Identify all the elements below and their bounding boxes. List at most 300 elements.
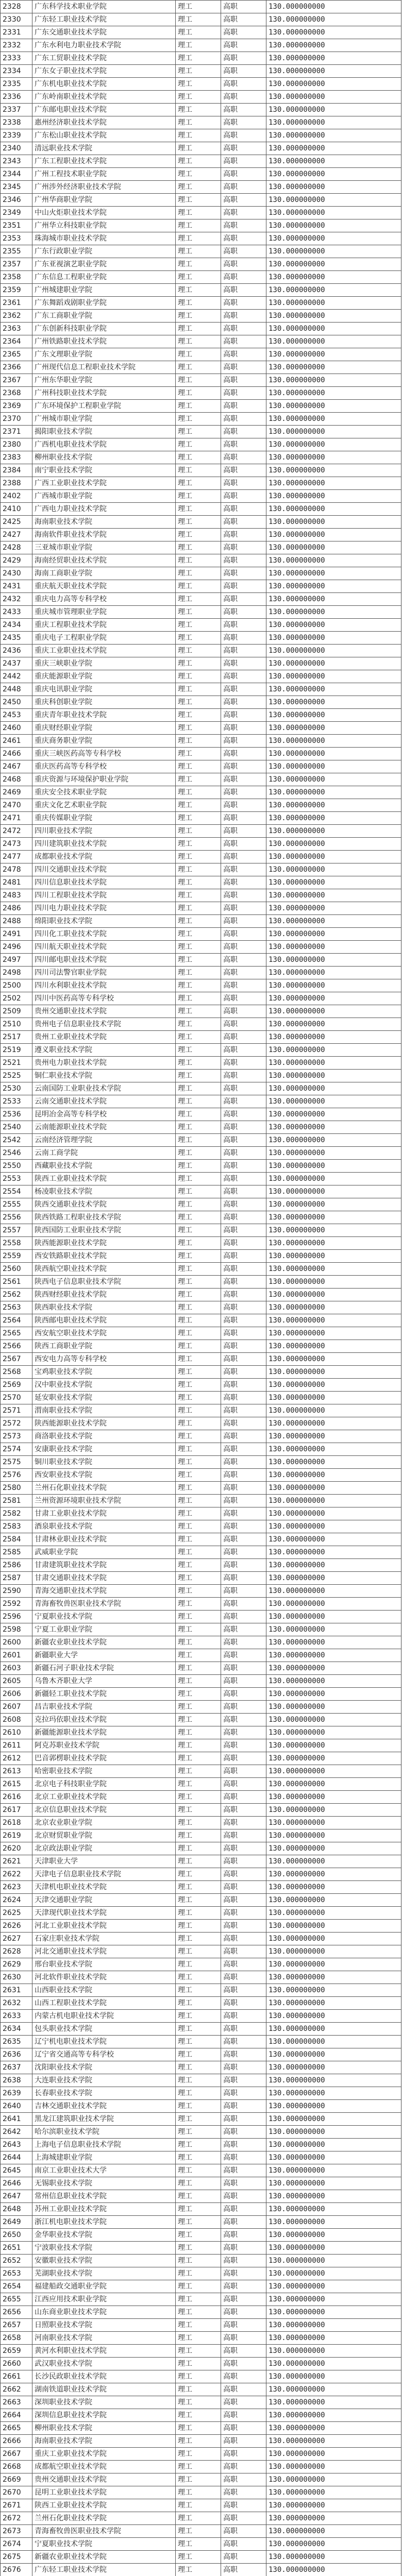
score-cell: 130.000000000 [266,967,401,979]
category-cell: 理工 [176,851,221,863]
category-cell: 理工 [176,1623,221,1636]
table-row [1,1585,401,1598]
school-name-cell: 三亚城市职业学院 [32,541,176,554]
batch-cell: 高职 [221,1392,266,1404]
batch-cell: 高职 [221,1675,266,1688]
batch-cell: 高职 [221,2190,266,2203]
score-cell: 130.000000000 [266,1482,401,1495]
school-name-cell: 新疆农业职业技术学院 [32,1636,176,1649]
batch-cell: 高职 [221,1778,266,1791]
table-row [1,1482,401,1495]
school-name-cell: 贵州电力职业技术学院 [32,1057,176,1070]
score-cell: 130.000000000 [266,2190,401,2203]
score-cell: 130.000000000 [266,284,401,297]
school-code-cell: 2427 [1,529,32,541]
school-name-cell: 湖南铁道职业技术学院 [32,2383,176,2396]
score-cell: 130.000000000 [266,1714,401,1726]
batch-cell: 高职 [221,2396,266,2409]
school-code-cell: 2628 [1,1945,32,1958]
school-code-cell: 2425 [1,516,32,529]
score-cell: 130.000000000 [266,2396,401,2409]
score-cell: 130.000000000 [266,1340,401,1353]
school-code-cell: 2661 [1,2370,32,2383]
batch-cell: 高职 [221,889,266,902]
table-row [1,2538,401,2551]
table-row [1,361,401,374]
table-row [1,2100,401,2113]
batch-cell: 高职 [221,902,266,915]
category-cell: 理工 [176,1997,221,2010]
category-cell: 理工 [176,400,221,413]
score-cell: 130.000000000 [266,657,401,670]
batch-cell: 高职 [221,1958,266,1971]
batch-cell: 高职 [221,1417,266,1430]
school-code-cell: 2346 [1,194,32,207]
school-name-cell: 珠海城市职业技术学院 [32,232,176,245]
table-row [1,1817,401,1829]
school-code-cell: 2571 [1,1404,32,1417]
school-code-cell: 2550 [1,1160,32,1173]
table-row [1,1224,401,1237]
school-name-cell: 广东邮电职业技术学院 [32,104,176,116]
category-cell: 理工 [176,2461,221,2473]
table-row [1,2113,401,2126]
batch-cell: 高职 [221,39,266,52]
school-code-cell: 2582 [1,1507,32,1520]
batch-cell: 高职 [221,1404,266,1417]
table-row [1,529,401,541]
category-cell: 理工 [176,1933,221,1945]
score-cell: 130.000000000 [266,567,401,580]
category-cell: 理工 [176,645,221,657]
score-cell: 130.000000000 [266,2512,401,2525]
table-row [1,1044,401,1057]
table-row [1,1160,401,1173]
category-cell: 理工 [176,438,221,451]
school-name-cell: 宝鸡职业技术学院 [32,1366,176,1379]
score-cell: 130.000000000 [266,1559,401,1572]
category-cell: 理工 [176,748,221,760]
school-code-cell: 2370 [1,413,32,426]
school-code-cell: 2651 [1,2242,32,2255]
school-name-cell: 陕西工业职业技术学院 [32,1173,176,1185]
batch-cell: 高职 [221,1495,266,1507]
score-cell: 130.000000000 [266,323,401,335]
batch-cell: 高职 [221,2010,266,2023]
batch-cell: 高职 [221,838,266,851]
category-cell: 理工 [176,2396,221,2409]
table-row [1,2396,401,2409]
score-cell: 130.000000000 [266,1430,401,1443]
score-cell: 130.000000000 [266,1018,401,1031]
score-cell: 130.000000000 [266,503,401,516]
score-cell: 130.000000000 [266,1121,401,1134]
school-code-cell: 2563 [1,1301,32,1314]
category-cell: 理工 [176,773,221,786]
table-row [1,1933,401,1945]
school-code-cell: 2666 [1,2435,32,2448]
school-name-cell: 重庆工业职业技术学院 [32,2448,176,2461]
school-name-cell: 云南交通职业技术学院 [32,1095,176,1108]
school-name-cell: 无锡职业技术学院 [32,2177,176,2190]
school-code-cell: 2603 [1,1662,32,1675]
category-cell: 理工 [176,838,221,851]
table-row [1,619,401,632]
category-cell: 理工 [176,1469,221,1482]
batch-cell: 高职 [221,593,266,606]
score-cell: 130.000000000 [266,1958,401,1971]
score-cell: 130.000000000 [266,2461,401,2473]
school-code-cell: 2643 [1,2139,32,2151]
school-name-cell: 广东轻工职业技术学院 [32,13,176,26]
table-row [1,2306,401,2319]
batch-cell: 高职 [221,773,266,786]
score-cell: 130.000000000 [266,219,401,232]
table-row [1,426,401,438]
category-cell: 理工 [176,155,221,168]
category-cell: 理工 [176,1070,221,1082]
table-row [1,1945,401,1958]
batch-cell: 高职 [221,503,266,516]
batch-cell: 高职 [221,516,266,529]
school-code-cell: 2570 [1,1392,32,1404]
batch-cell: 高职 [221,129,266,142]
table-row [1,116,401,129]
table-row [1,2255,401,2267]
school-name-cell: 天津机电职业技术学院 [32,1881,176,1894]
table-row [1,207,401,219]
batch-cell: 高职 [221,374,266,387]
school-code-cell: 2466 [1,748,32,760]
category-cell: 理工 [176,1817,221,1829]
category-cell: 理工 [176,284,221,297]
school-name-cell: 广东松山职业技术学院 [32,129,176,142]
table-row [1,155,401,168]
school-name-cell: 河南职业技术学院 [32,2332,176,2345]
school-code-cell: 2576 [1,1469,32,1482]
score-cell: 130.000000000 [266,593,401,606]
category-cell: 理工 [176,1804,221,1817]
table-row [1,748,401,760]
score-table-body [1,1,401,2576]
score-cell: 130.000000000 [266,2473,401,2486]
school-name-cell: 广州华立科技职业学院 [32,219,176,232]
school-name-cell: 重庆财经职业学院 [32,722,176,735]
table-row [1,1379,401,1392]
table-row [1,2332,401,2345]
school-code-cell: 2637 [1,2061,32,2074]
score-cell: 130.000000000 [266,129,401,142]
school-name-cell: 深圳信息职业技术学院 [32,2409,176,2422]
table-row [1,2036,401,2048]
category-cell: 理工 [176,1907,221,1920]
category-cell: 理工 [176,310,221,323]
school-code-cell: 2644 [1,2151,32,2164]
table-row [1,142,401,155]
school-code-cell: 2357 [1,258,32,271]
batch-cell: 高职 [221,2164,266,2177]
school-code-cell: 2402 [1,490,32,503]
table-row [1,876,401,889]
table-row [1,851,401,863]
batch-cell: 高职 [221,2242,266,2255]
category-cell: 理工 [176,2229,221,2242]
school-code-cell: 2622 [1,1868,32,1881]
school-name-cell: 北京工业职业技术学院 [32,1791,176,1804]
school-name-cell: 延安职业技术学院 [32,1392,176,1404]
category-cell: 理工 [176,207,221,219]
batch-cell: 高职 [221,1804,266,1817]
school-name-cell: 广州铁路职业技术学院 [32,335,176,348]
batch-cell: 高职 [221,1984,266,1997]
school-code-cell: 2497 [1,954,32,967]
school-name-cell: 贵州交通职业技术学院 [32,1005,176,1018]
school-code-cell: 2561 [1,1276,32,1289]
school-code-cell: 2461 [1,735,32,748]
score-cell: 130.000000000 [266,2358,401,2370]
school-name-cell: 重庆资源与环境保护职业学院 [32,773,176,786]
table-row [1,1417,401,1430]
score-cell: 130.000000000 [266,1082,401,1095]
batch-cell: 高职 [221,863,266,876]
school-name-cell: 山西工程职业技术学院 [32,1997,176,2010]
category-cell: 理工 [176,1585,221,1598]
score-cell: 130.000000000 [266,2345,401,2358]
school-name-cell: 重庆科创职业学院 [32,696,176,709]
category-cell: 理工 [176,1945,221,1958]
category-cell: 理工 [176,979,221,992]
school-code-cell: 2367 [1,374,32,387]
school-name-cell: 海南职业技术学院 [32,516,176,529]
school-code-cell: 2642 [1,2126,32,2139]
table-row [1,567,401,580]
school-name-cell: 辽宁机电职业技术学院 [32,2036,176,2048]
school-code-cell: 2567 [1,1353,32,1366]
table-row [1,2061,401,2074]
batch-cell: 高职 [221,297,266,310]
school-code-cell: 2655 [1,2293,32,2306]
score-cell: 130.000000000 [266,2409,401,2422]
category-cell: 理工 [176,2139,221,2151]
score-cell: 130.000000000 [266,554,401,567]
batch-cell: 高职 [221,2229,266,2242]
school-code-cell: 2491 [1,928,32,941]
score-cell: 130.000000000 [266,2564,401,2576]
table-row [1,219,401,232]
school-code-cell: 2436 [1,645,32,657]
batch-cell: 高职 [221,2499,266,2512]
school-code-cell: 2624 [1,1894,32,1907]
score-cell: 130.000000000 [266,632,401,645]
table-row [1,1005,401,1018]
score-cell: 130.000000000 [266,889,401,902]
score-cell: 130.000000000 [266,1198,401,1211]
category-cell: 理工 [176,142,221,155]
school-code-cell: 2519 [1,1044,32,1057]
school-name-cell: 云南工商学院 [32,1147,176,1160]
batch-cell: 高职 [221,1701,266,1714]
school-name-cell: 广东岭南职业技术学院 [32,91,176,104]
table-row [1,683,401,696]
school-name-cell: 河北软件职业技术学院 [32,1971,176,1984]
score-cell: 130.000000000 [266,760,401,773]
score-cell: 130.000000000 [266,1263,401,1276]
school-name-cell: 广东女子职业技术学院 [32,65,176,78]
school-code-cell: 2328 [1,1,32,13]
batch-cell: 高职 [221,1327,266,1340]
batch-cell: 高职 [221,709,266,722]
school-name-cell: 武汉职业技术学院 [32,2358,176,2370]
batch-cell: 高职 [221,1791,266,1804]
table-row [1,2074,401,2087]
batch-cell: 高职 [221,78,266,91]
batch-cell: 高职 [221,2100,266,2113]
category-cell: 理工 [176,902,221,915]
school-code-cell: 2334 [1,65,32,78]
table-row [1,2229,401,2242]
score-cell: 130.000000000 [266,361,401,374]
score-cell: 130.000000000 [266,954,401,967]
batch-cell: 高职 [221,1572,266,1585]
score-cell: 130.000000000 [266,2177,401,2190]
table-row [1,2139,401,2151]
category-cell: 理工 [176,374,221,387]
school-name-cell: 柳州职业技术学院 [32,451,176,464]
school-name-cell: 陕西财经职业技术学院 [32,1289,176,1301]
score-cell: 130.000000000 [266,1147,401,1160]
school-name-cell: 惠州经济职业技术学院 [32,116,176,129]
school-code-cell: 2668 [1,2461,32,2473]
batch-cell: 高职 [221,979,266,992]
school-name-cell: 长沙民政职业技术学院 [32,2370,176,2383]
batch-cell: 高职 [221,2255,266,2267]
category-cell: 理工 [176,1894,221,1907]
category-cell: 理工 [176,2242,221,2255]
category-cell: 理工 [176,1314,221,1327]
school-code-cell: 2428 [1,541,32,554]
school-code-cell: 2434 [1,619,32,632]
table-row [1,1636,401,1649]
score-cell: 130.000000000 [266,1353,401,1366]
school-name-cell: 西安铁路职业技术学院 [32,1250,176,1263]
table-row [1,593,401,606]
category-cell: 理工 [176,503,221,516]
table-row [1,1392,401,1404]
school-code-cell: 2608 [1,1714,32,1726]
category-cell: 理工 [176,1598,221,1611]
school-name-cell: 广东水利电力职业技术学院 [32,39,176,52]
batch-cell: 高职 [221,683,266,696]
school-name-cell: 广东工程职业技术学院 [32,155,176,168]
school-name-cell: 重庆安全技术职业学院 [32,786,176,799]
category-cell: 理工 [176,1263,221,1276]
category-cell: 理工 [176,1701,221,1714]
school-name-cell: 克拉玛依职业技术学院 [32,1714,176,1726]
batch-cell: 高职 [221,1224,266,1237]
table-row [1,1,401,13]
school-code-cell: 2468 [1,773,32,786]
batch-cell: 高职 [221,361,266,374]
category-cell: 理工 [176,1404,221,1417]
batch-cell: 高职 [221,1456,266,1469]
school-name-cell: 天津职业大学 [32,1855,176,1868]
category-cell: 理工 [176,1855,221,1868]
batch-cell: 高职 [221,1546,266,1559]
school-name-cell: 广东舞蹈戏剧职业学院 [32,297,176,310]
table-row [1,863,401,876]
score-cell: 130.000000000 [266,348,401,361]
score-cell: 130.000000000 [266,1842,401,1855]
batch-cell: 高职 [221,1855,266,1868]
table-row [1,889,401,902]
category-cell: 理工 [176,1417,221,1430]
table-row [1,838,401,851]
score-cell: 130.000000000 [266,1598,401,1611]
school-code-cell: 2533 [1,1095,32,1108]
score-cell: 130.000000000 [266,1765,401,1778]
school-name-cell: 重庆城市管理职业学院 [32,606,176,619]
batch-cell: 高职 [221,438,266,451]
score-cell: 130.000000000 [266,1907,401,1920]
batch-cell: 高职 [221,181,266,194]
batch-cell: 高职 [221,1482,266,1495]
batch-cell: 高职 [221,2113,266,2126]
school-name-cell: 广州现代信息工程职业技术学院 [32,361,176,374]
batch-cell: 高职 [221,284,266,297]
batch-cell: 高职 [221,1031,266,1044]
batch-cell: 高职 [221,670,266,683]
school-code-cell: 2621 [1,1855,32,1868]
school-name-cell: 陕西铁路工程职业技术学院 [32,1211,176,1224]
school-code-cell: 2569 [1,1379,32,1392]
school-code-cell: 2353 [1,232,32,245]
school-code-cell: 2470 [1,799,32,812]
school-name-cell: 重庆商务职业学院 [32,735,176,748]
category-cell: 理工 [176,1456,221,1469]
school-name-cell: 四川航天职业技术学院 [32,941,176,954]
school-code-cell: 2600 [1,1636,32,1649]
table-row [1,413,401,426]
score-cell: 130.000000000 [266,2525,401,2538]
table-row [1,632,401,645]
school-name-cell: 四川中医药高等专科学校 [32,992,176,1005]
table-row [1,902,401,915]
batch-cell: 高职 [221,2435,266,2448]
score-cell: 130.000000000 [266,2126,401,2139]
score-cell: 130.000000000 [266,1173,401,1185]
school-code-cell: 2630 [1,1971,32,1984]
table-row [1,1095,401,1108]
batch-cell: 高职 [221,760,266,773]
score-cell: 130.000000000 [266,2139,401,2151]
batch-cell: 高职 [221,1933,266,1945]
table-row [1,2048,401,2061]
school-name-cell: 广东机电职业技术学院 [32,78,176,91]
category-cell: 理工 [176,1546,221,1559]
school-name-cell: 宁夏工业职业学院 [32,1623,176,1636]
table-row [1,915,401,928]
category-cell: 理工 [176,928,221,941]
batch-cell: 高职 [221,1276,266,1289]
table-row [1,26,401,39]
category-cell: 理工 [176,1971,221,1984]
school-code-cell: 2667 [1,2448,32,2461]
category-cell: 理工 [176,2151,221,2164]
school-name-cell: 南宁职业技术学院 [32,464,176,477]
school-code-cell: 2337 [1,104,32,116]
score-cell: 130.000000000 [266,1791,401,1804]
batch-cell: 高职 [221,1817,266,1829]
